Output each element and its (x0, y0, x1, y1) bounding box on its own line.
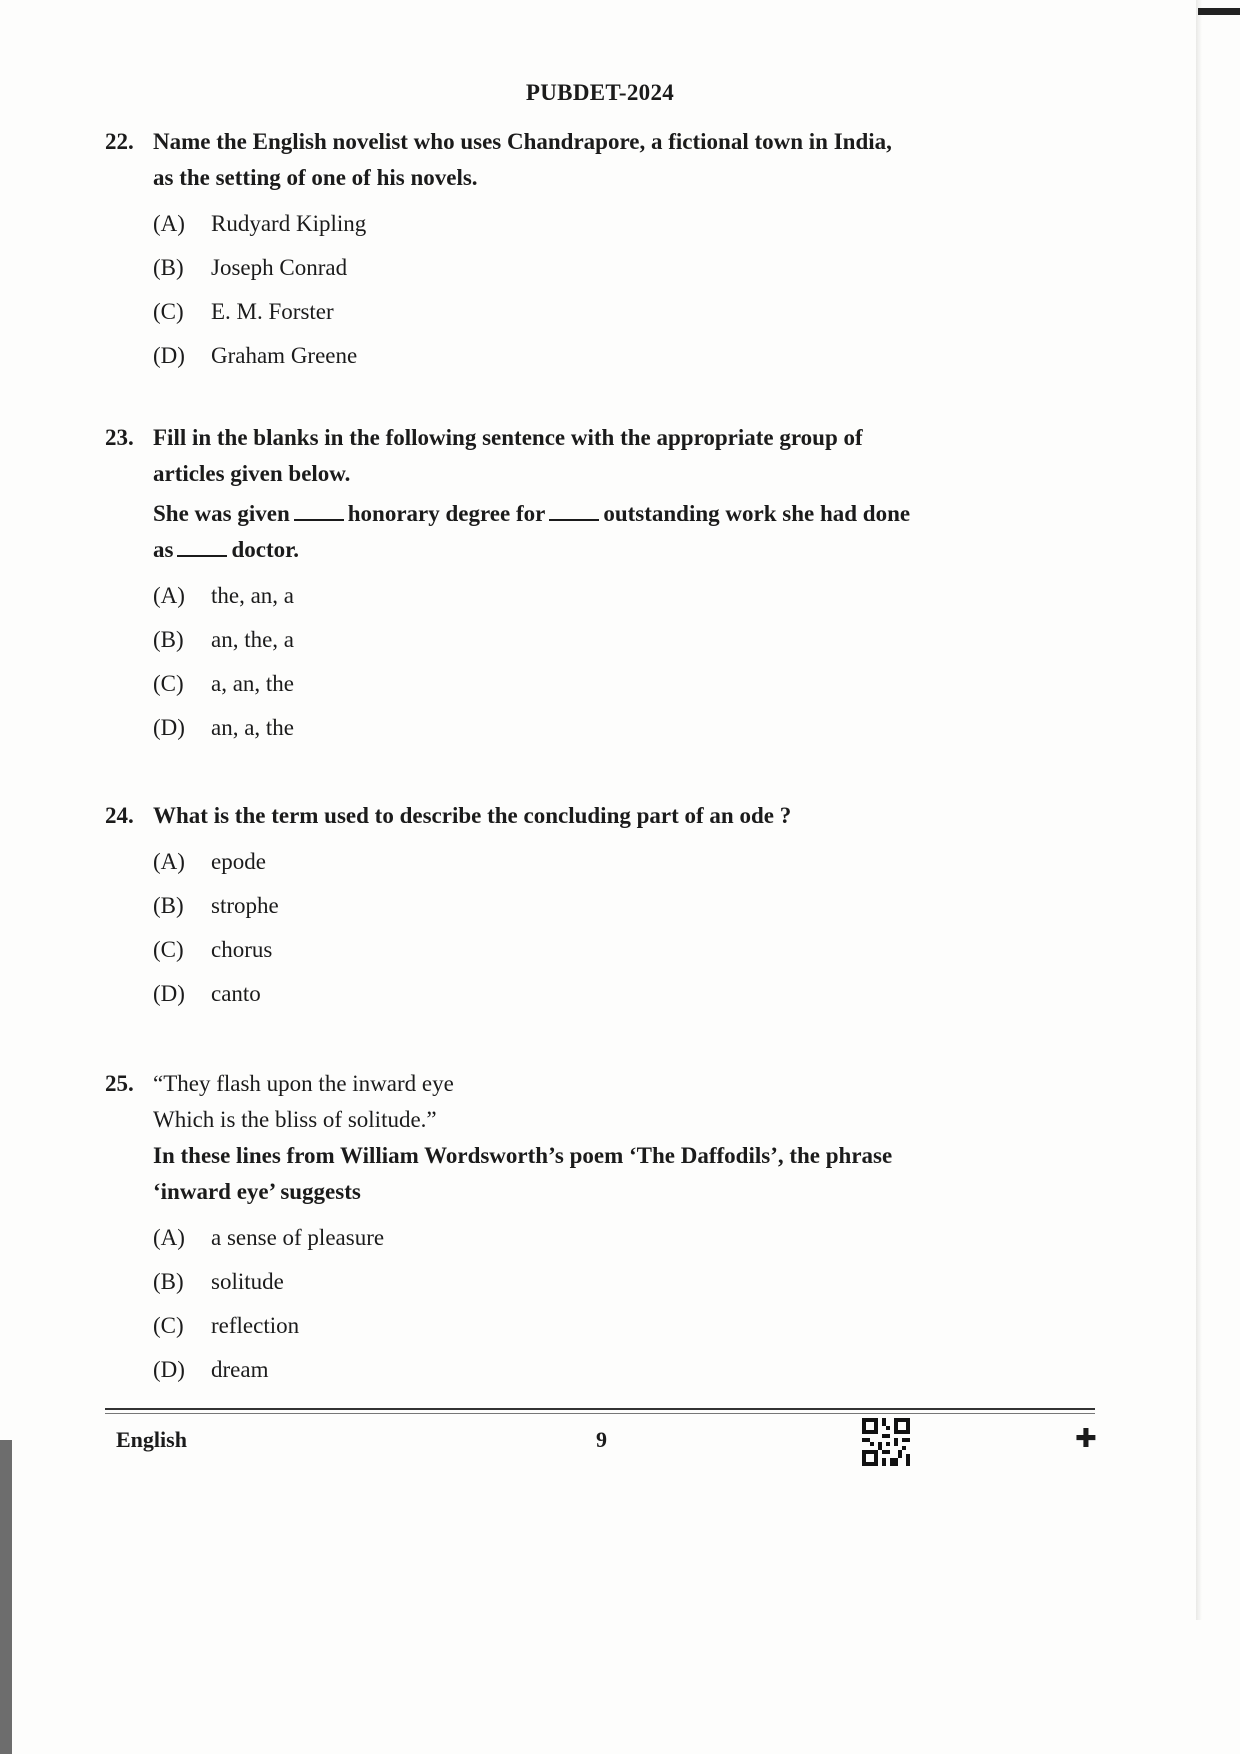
page-number: 9 (596, 1427, 607, 1452)
option-letter: (A) (153, 211, 185, 236)
question-number: 23. (105, 425, 134, 450)
option-a[interactable] (153, 840, 1085, 884)
quote-line: Which is the bliss of solitude.” (153, 1107, 437, 1132)
question-24 (105, 798, 1085, 1016)
option-text: reflection (211, 1313, 300, 1338)
option-d[interactable] (153, 706, 1085, 750)
option-letter: (C) (153, 1313, 184, 1338)
answer-options (153, 840, 1085, 1016)
question-22 (105, 124, 1085, 378)
option-text: chorus (211, 937, 273, 962)
question-text: as the setting of one of his novels. (153, 165, 478, 190)
blank-1 (294, 501, 344, 521)
option-letter: (A) (153, 1225, 185, 1250)
answer-options (153, 202, 1085, 378)
option-a[interactable] (153, 1216, 1085, 1260)
scan-edge-left (0, 1440, 12, 1754)
option-b[interactable] (153, 1260, 1085, 1304)
question-25 (105, 1066, 1085, 1392)
question-number: 24. (105, 803, 134, 828)
option-text: Joseph Conrad (211, 255, 348, 280)
option-letter: (D) (153, 343, 185, 368)
sentence-text: doctor. (231, 537, 299, 562)
option-letter: (B) (153, 627, 184, 652)
option-letter: (B) (153, 255, 184, 280)
question-text: Name the English novelist who uses Chandrapore, a fictional town in India, (153, 129, 892, 154)
fill-blank-sentence (153, 496, 1085, 532)
question-number: 22. (105, 129, 134, 154)
option-c[interactable] (153, 1304, 1085, 1348)
option-text: a sense of pleasure (211, 1225, 385, 1250)
scan-edge-top (1198, 8, 1240, 15)
option-text: the, an, a (211, 583, 295, 608)
option-text: Graham Greene (211, 343, 358, 368)
sentence-text: outstanding work she had done (603, 501, 911, 526)
footer-divider (105, 1408, 1095, 1410)
option-b[interactable] (153, 618, 1085, 662)
option-text: dream (211, 1357, 269, 1382)
option-letter: (B) (153, 1269, 184, 1294)
option-letter: (D) (153, 715, 185, 740)
qr-code-icon (862, 1418, 910, 1466)
sentence-text: honorary degree for (347, 501, 546, 526)
option-text: a, an, the (211, 671, 295, 696)
page-title: PUBDET-2024 (525, 80, 675, 105)
question-text: articles given below. (153, 461, 351, 486)
answer-options (153, 1216, 1085, 1392)
option-b[interactable] (153, 884, 1085, 928)
option-c[interactable] (153, 928, 1085, 972)
option-text: canto (211, 981, 261, 1006)
option-b[interactable] (153, 246, 1085, 290)
sentence-text: She was given (153, 501, 290, 526)
option-letter: (A) (153, 849, 185, 874)
page-edge-shadow (1196, 0, 1202, 1620)
question-text: What is the term used to describe the concluding part of an ode ? (153, 803, 792, 828)
question-number: 25. (105, 1071, 134, 1096)
option-letter: (C) (153, 671, 184, 696)
option-d[interactable] (153, 972, 1085, 1016)
option-letter: (C) (153, 299, 184, 324)
option-c[interactable] (153, 290, 1085, 334)
plus-icon: ✚ (1075, 1424, 1097, 1454)
sentence-text: as (153, 537, 174, 562)
question-text: ‘inward eye’ suggests (153, 1179, 361, 1204)
option-text: an, a, the (211, 715, 295, 740)
blank-3 (177, 537, 227, 557)
option-letter: (D) (153, 981, 185, 1006)
option-d[interactable] (153, 334, 1085, 378)
question-23 (105, 420, 1085, 750)
option-d[interactable] (153, 1348, 1085, 1392)
footer-divider-thin (105, 1413, 1095, 1414)
option-a[interactable] (153, 202, 1085, 246)
question-text: In these lines from William Wordsworth’s poem ‘The Daffodils’, the phrase (153, 1143, 893, 1168)
option-text: E. M. Forster (211, 299, 334, 324)
option-letter: (A) (153, 583, 185, 608)
blank-2 (549, 501, 599, 521)
option-text: Rudyard Kipling (211, 211, 367, 236)
option-text: solitude (211, 1269, 284, 1294)
option-c[interactable] (153, 662, 1085, 706)
fill-blank-sentence-cont (153, 532, 1085, 568)
option-letter: (C) (153, 937, 184, 962)
option-letter: (B) (153, 893, 184, 918)
option-a[interactable] (153, 574, 1085, 618)
option-text: epode (211, 849, 266, 874)
option-letter: (D) (153, 1357, 185, 1382)
footer-subject: English (116, 1427, 187, 1452)
answer-options (153, 574, 1085, 750)
option-text: an, the, a (211, 627, 295, 652)
option-text: strophe (211, 893, 279, 918)
question-text: Fill in the blanks in the following sentence with the appropriate group of (153, 425, 863, 450)
quote-line: “They flash upon the inward eye (153, 1071, 454, 1096)
